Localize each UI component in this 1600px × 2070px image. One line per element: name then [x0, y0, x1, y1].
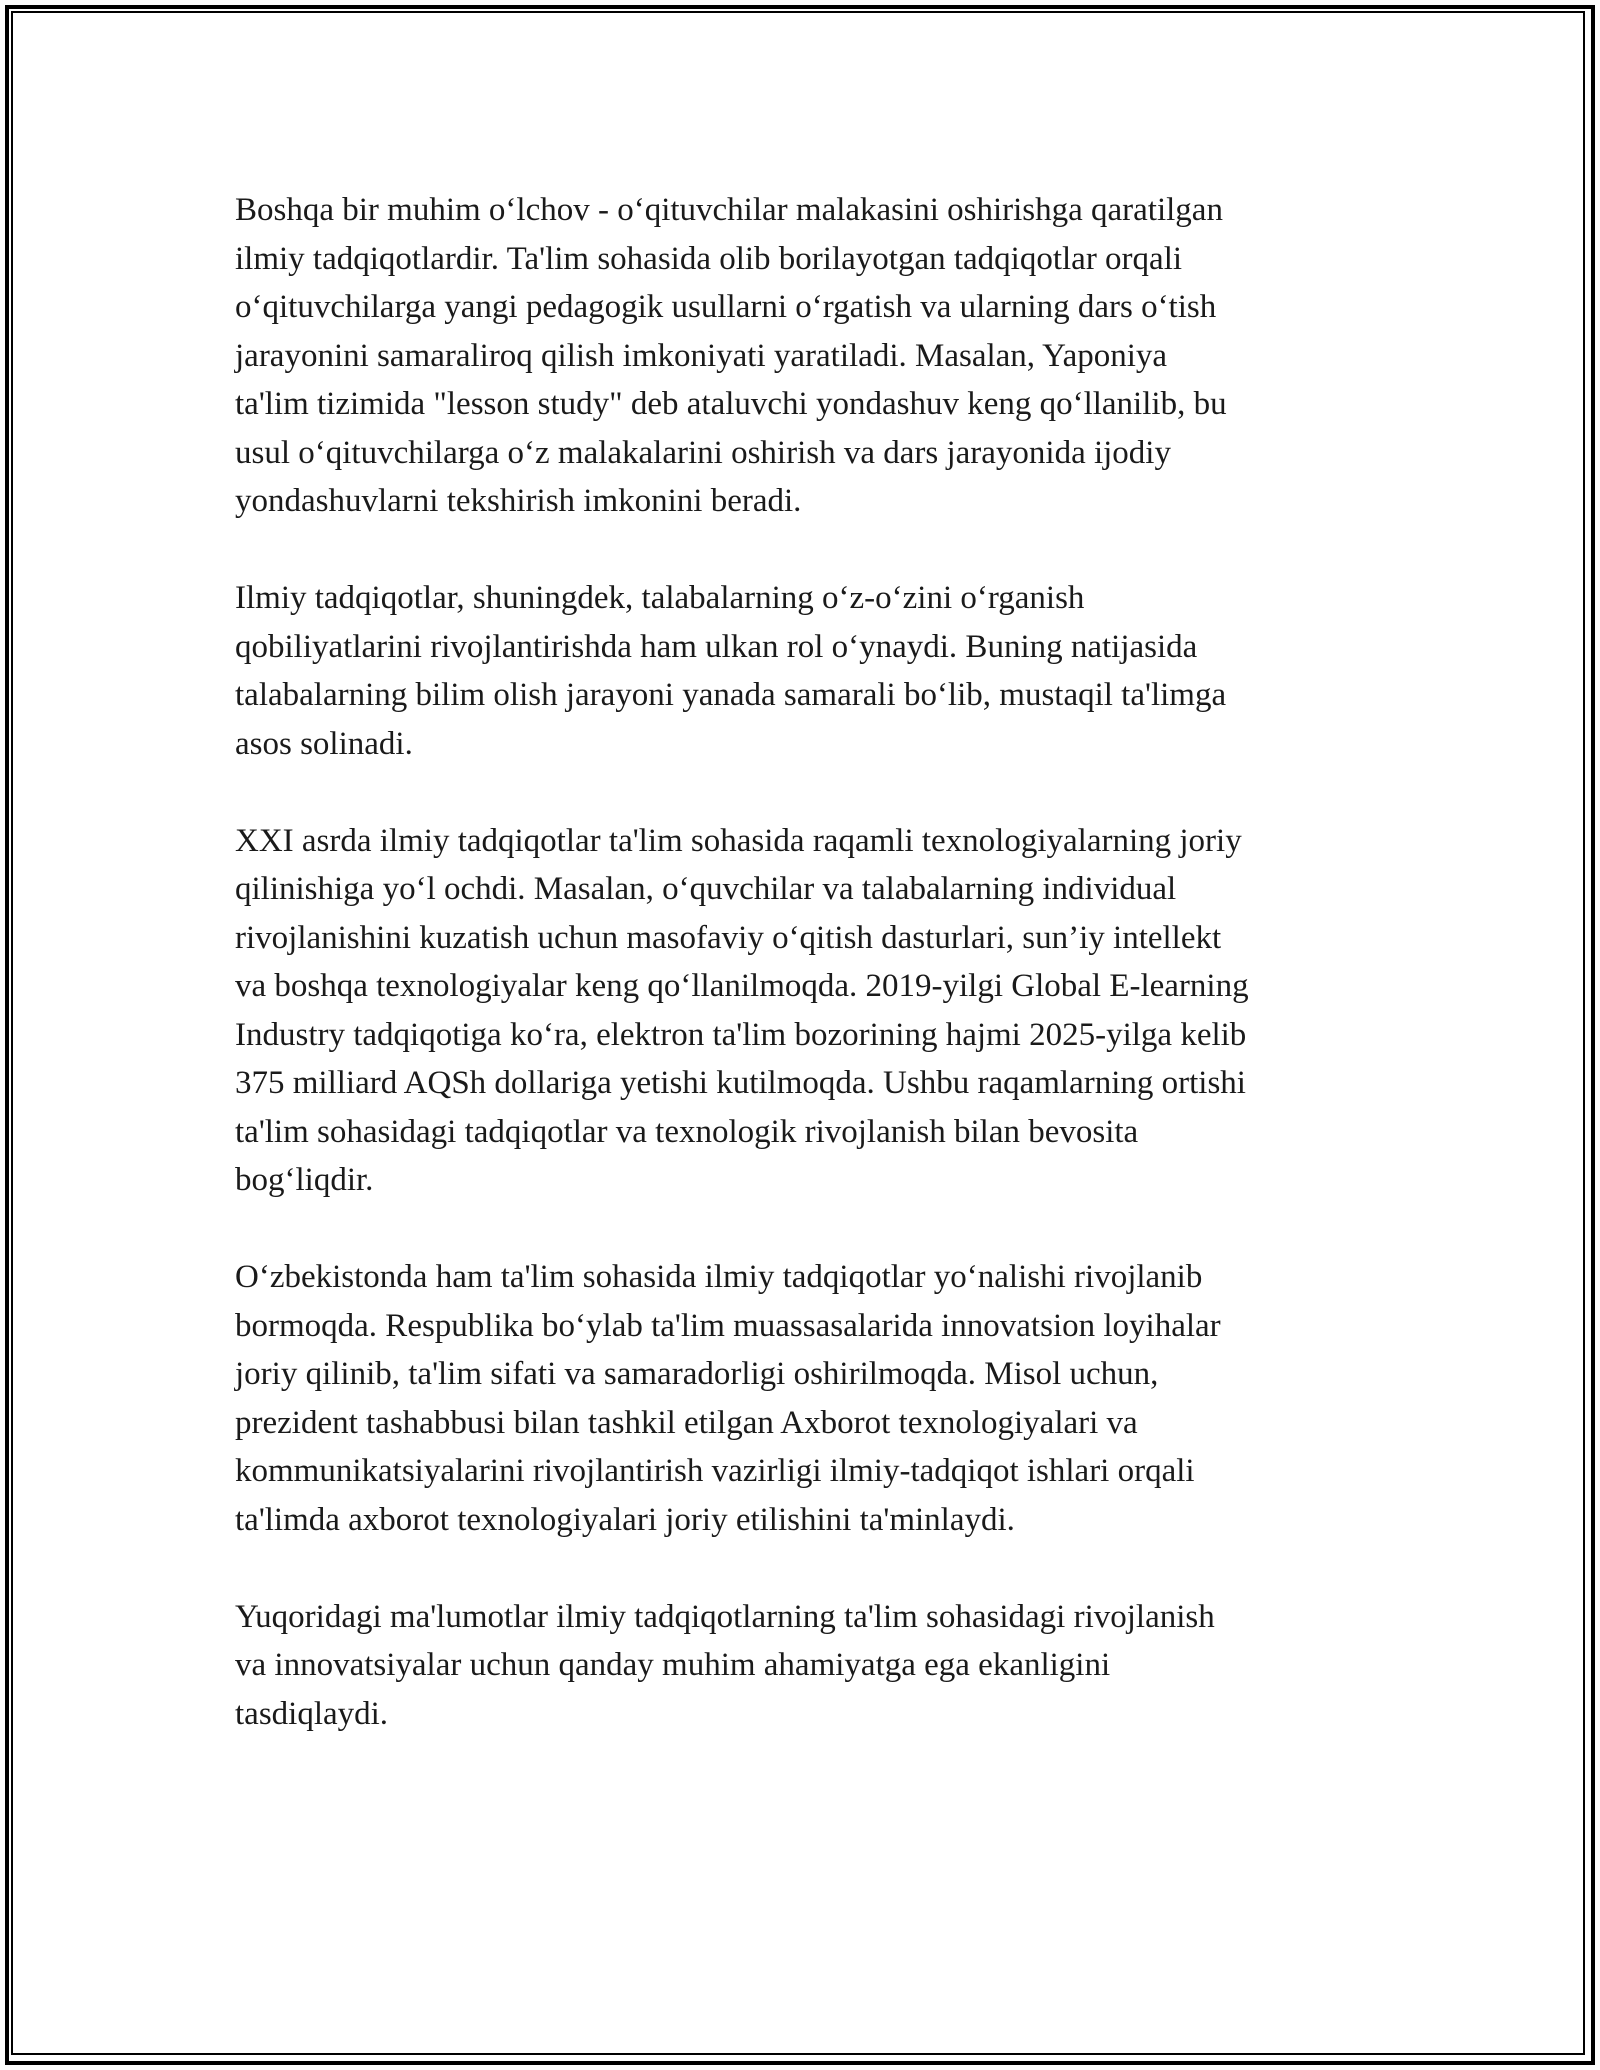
paragraph-uzbekistan-research: O‘zbekistonda ham ta'lim sohasida ilmiy tadqiqotlar yo‘nalishi rivojlanib bormoqda. Respublika bo‘ylab ta'lim muassasalarida innovatsion loyihalar joriy qilinib, ta'lim sifati va samaradorligi oshirilmoqda. Misol uchun, prezident tashabbusi bilan tashkil etilgan Axborot texnologiyalari va kommunikatsiyalarini rivojlantirish vazirligi ilmiy-tadqiqot ishlari orqali ta'limda axborot texnologiyalari joriy etilishini ta'minlaydi. — [235, 1259, 1221, 1538]
paragraph-self-learning: Ilmiy tadqiqotlar, shuningdek, talabalarning o‘z-o‘zini o‘rganish qobiliyatlarini rivojlantirishda ham ulkan rol o‘ynaydi. Buning natijasida talabalarning bilim olish jarayoni yanada samarali bo‘lib, mustaqil ta'limga asos solinadi. — [235, 580, 1227, 762]
paragraph-teacher-training: Boshqa bir muhim o‘lchov - o‘qituvchilar malakasini oshirishga qaratilgan ilmiy tadqiqotlardir. Ta'lim sohasida olib borilayotgan tadqiqotlar orqali o‘qituvchilarga yangi pedagogik usullarni o‘rgatish va ularning dars o‘tish jarayonini samaraliroq qilish imkoniyati yaratiladi. Masalan, Yaponiya ta'lim tizimida "lesson study" deb ataluvchi yondashuv keng qo‘llanilib, bu usul o‘qituvchilarga o‘z malakalarini oshirish va dars jarayonida ijodiy yondashuvlarni tekshirish imkonini beradi. — [235, 192, 1227, 519]
document-body — [235, 186, 1375, 1787]
paragraph-digital-technologies: XXI asrda ilmiy tadqiqotlar ta'lim sohasida raqamli texnologiyalarning joriy qilinishiga yo‘l ochdi. Masalan, o‘quvchilar va talabalarning individual rivojlanishini kuzatish uchun masofaviy o‘qitish dasturlari, sun’iy intellekt va boshqa texnologiyalar keng qo‘llanilmoqda. 2019-yilgi Global E-learning Industry tadqiqotiga ko‘ra, elektron ta'lim bozorining hajmi 2025-yilga kelib 375 milliard AQSh dollariga yetishi kutilmoqda. Ushbu raqamlarning ortishi ta'lim sohasidagi tadqiqotlar va texnologik rivojlanish bilan bevosita bog‘liqdir. — [235, 822, 1249, 1198]
paragraph-conclusion: Yuqoridagi ma'lumotlar ilmiy tadqiqotlarning ta'lim sohasidagi rivojlanish va innovatsiyalar uchun qanday muhim ahamiyatga ega ekanligini tasdiqlaydi. — [235, 1598, 1215, 1732]
